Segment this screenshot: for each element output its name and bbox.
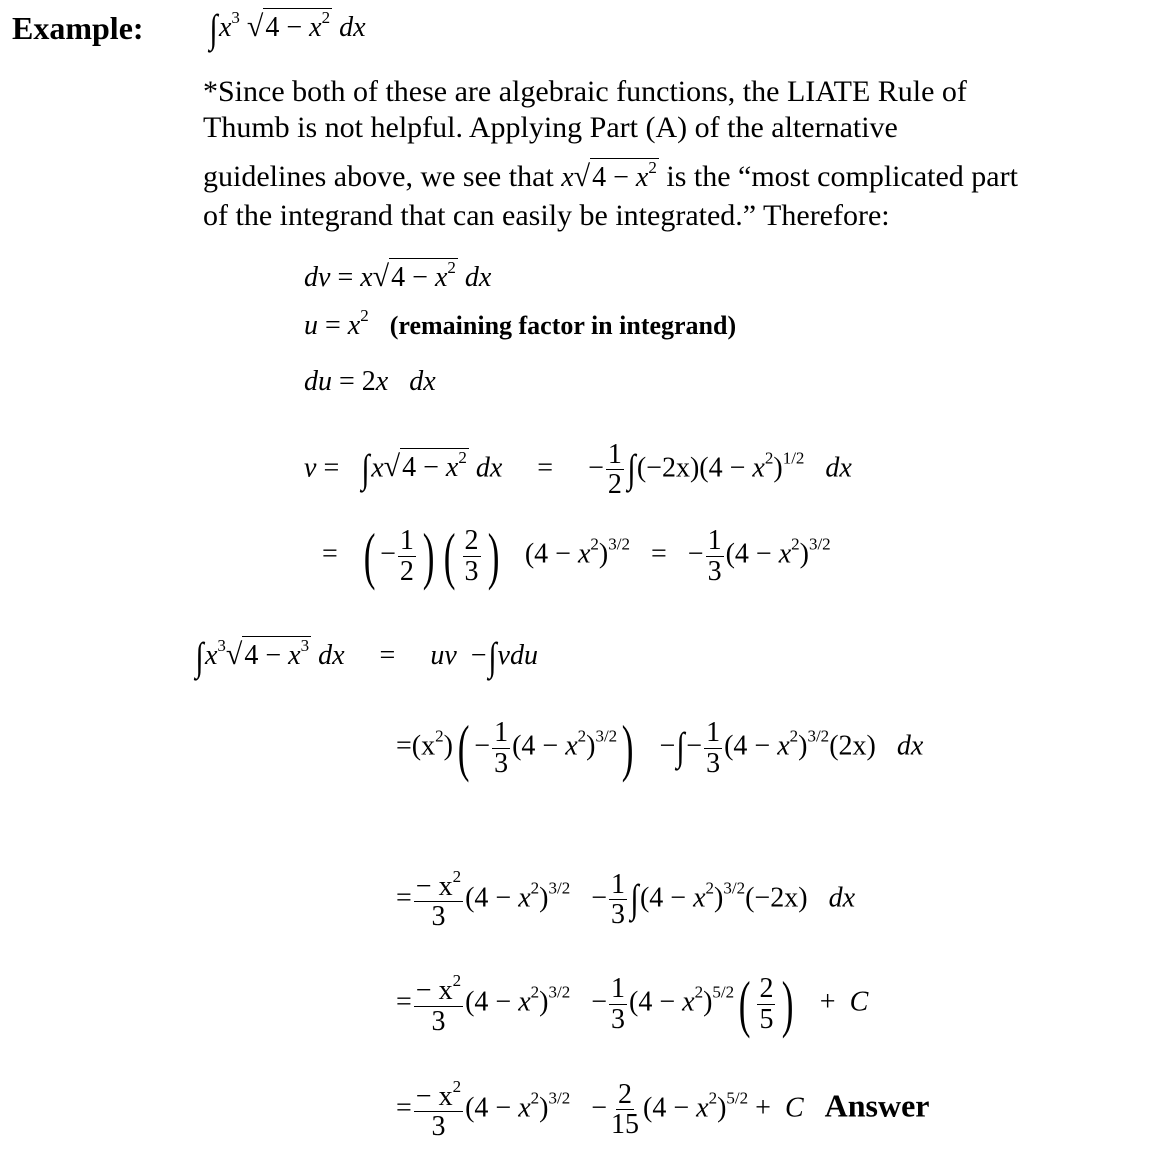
dv-line: dv = $x√4 - x^2$ dx <box>304 258 492 293</box>
step-2: = $\frac{- x^2}{3}$ $(4 - x^2)^{3/2}$ − $\frac{1}{3}$ $(4 - x^2)^{5/2}$( $\frac{2}{5}$ ) + C <box>396 968 869 1039</box>
example-integral: $\int x^3$ $√4 - x^2$ dx <box>209 6 366 51</box>
v-line: $v = \int x√4 - x^2$ dx = − $\frac{1}{2}$ $\int(-2x)(4 - x^2)^{1/2}$ dx <box>304 439 852 501</box>
intro-line-5: of the integrand that can easily be integrated.” Therefore: <box>203 199 890 232</box>
intro-line-1: *Since both of these are algebraic functions, the LIATE Rule of <box>203 75 967 108</box>
ibp-line: $\int x^3√4 - x^3$ dx = uv −∫vdu <box>195 634 538 679</box>
du-line: du = 2x dx <box>304 366 436 397</box>
step-1: = $\frac{- x^2}{3}$ $(4 - x^2)^{3/2}$ − $\frac{1}{3}$ $\int(4 - x^2)^{3/2}(-2x)$ dx <box>396 867 855 933</box>
expansion-line: $=(x^2)$( − $\frac{1}{3}$ $(4 - x^2)^{3/2}$) −∫− $\frac{1}{3}$ $(4 - x^2)^{3/2}(2x)$ dx <box>396 712 924 783</box>
v-line-2: = ( − $\frac{1}{2}$ ) ( $\frac{2}{3}$ ) $(4 - x^2)^{3/2}$ = − $\frac{1}{3}$ $(4 - x^2)^{3/2}$ <box>322 520 831 591</box>
intro-line-2: Thumb is not helpful. Applying Part (A) of the alternative <box>203 111 898 144</box>
intro-line-3: guidelines above, we see that $x√4 - x^2$ is the “most complicated part <box>203 158 1018 193</box>
final-answer-line: = $\frac{- x^2}{3}$ $(4 - x^2)^{3/2}$ − $\frac{2}{15}$ $(4 - x^2)^{5/2} + C$ Answer <box>396 1077 930 1143</box>
u-line: $u = x^2$ (remaining factor in integrand) <box>304 306 737 341</box>
answer-label: Answer <box>824 1087 930 1124</box>
example-label: Example: <box>12 10 144 46</box>
